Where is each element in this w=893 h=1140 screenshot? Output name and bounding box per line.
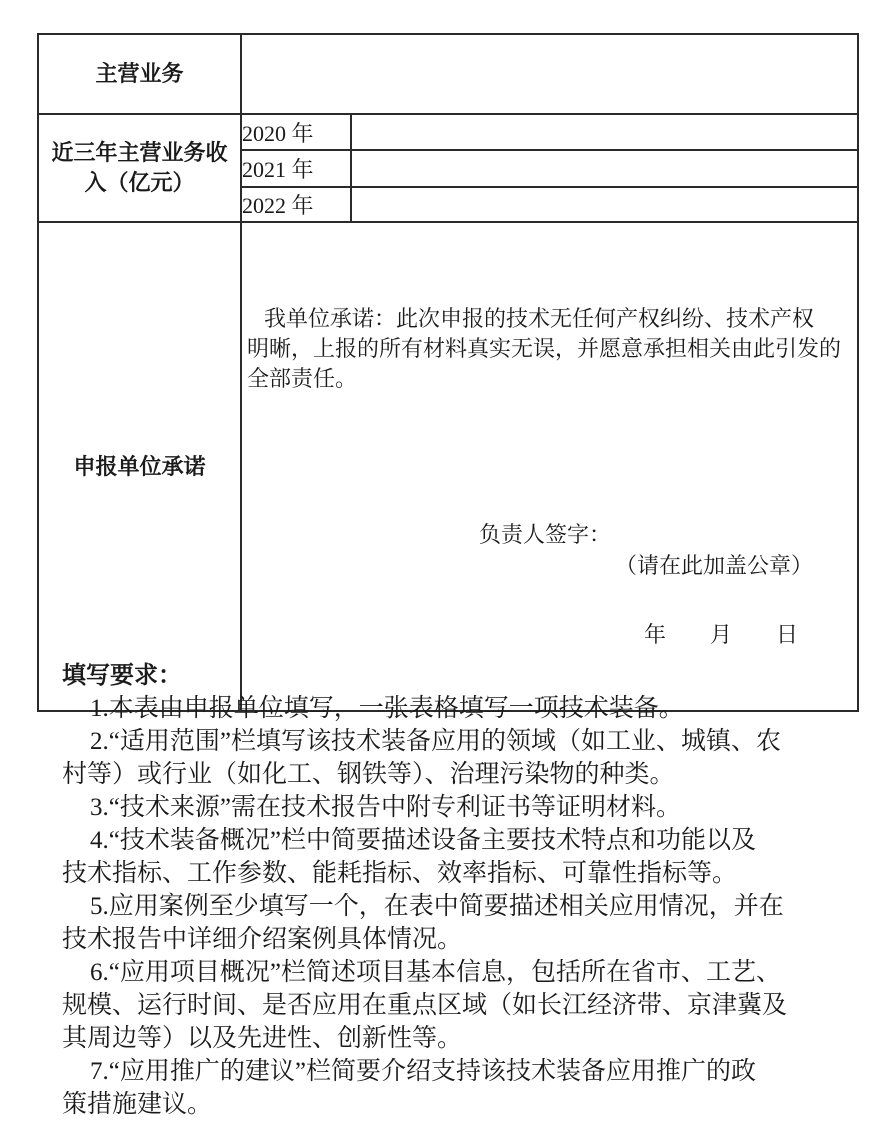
main-business-row	[38, 34, 858, 114]
filling-instructions-title: 填写要求：	[62, 662, 182, 689]
revenue-year-2022: 2022 年	[241, 187, 351, 222]
revenue-label: 近三年主营业务收入（亿元）	[38, 114, 241, 222]
instruction-item-3: 3.“技术来源”需在技术报告中附专利证书等证明材料。	[90, 794, 681, 821]
main-business-value-cell	[241, 34, 858, 114]
filling-instructions-section	[62, 659, 844, 1121]
main-business-label: 主营业务	[38, 34, 241, 114]
commitment-statement: 我单位承诺：此次申报的技术无任何产权纠纷、技术产权 明晰，上报的所有材料真实无误，并愿意承担相关由此引发的 全部责任。	[247, 306, 842, 391]
instruction-item-1: 1.本表由申报单位填写，一张表格填写一项技术装备。	[90, 695, 684, 722]
instruction-item-5: 5.应用案例至少填写一个，在表中简要描述相关应用情况，并在 技术报告中详细介绍案例具体情况。	[62, 893, 784, 953]
revenue-row-2020	[38, 114, 858, 150]
revenue-value-2022-cell	[351, 187, 858, 222]
date-year-month-day-line: 年 月 日	[644, 622, 799, 647]
instruction-item-2: 2.“适用范围”栏填写该技术装备应用的领域（如工业、城镇、农 村等）或行业（如化工、钢铁等）、治理污染物的种类。	[62, 728, 781, 788]
signer-signature-label: 负责人签字：	[479, 522, 612, 547]
instruction-item-7: 7.“应用推广的建议”栏简要介绍支持该技术装备应用推广的政 策措施建议。	[62, 1058, 756, 1118]
revenue-year-2020: 2020 年	[241, 114, 351, 150]
commitment-cell	[241, 222, 858, 711]
instruction-item-6: 6.“应用项目概况”栏简述项目基本信息，包括所在省市、工艺、 规模、运行时间、是否应用在重点区域（如长江经济带、京津冀及 其周边等）以及先进性、创新性等。	[62, 959, 788, 1052]
commitment-row	[38, 222, 858, 711]
application-form-table	[37, 33, 859, 712]
revenue-value-2020-cell	[351, 114, 858, 150]
instruction-item-4: 4.“技术装备概况”栏中简要描述设备主要技术特点和功能以及 技术指标、工作参数、能耗指标、效率指标、可靠性指标等。	[62, 827, 756, 887]
official-seal-note: （请在此加盖公章）	[615, 553, 814, 578]
commitment-content	[242, 304, 857, 710]
commitment-label: 申报单位承诺	[38, 222, 241, 711]
revenue-year-2021: 2021 年	[241, 150, 351, 187]
revenue-value-2021-cell	[351, 150, 858, 187]
